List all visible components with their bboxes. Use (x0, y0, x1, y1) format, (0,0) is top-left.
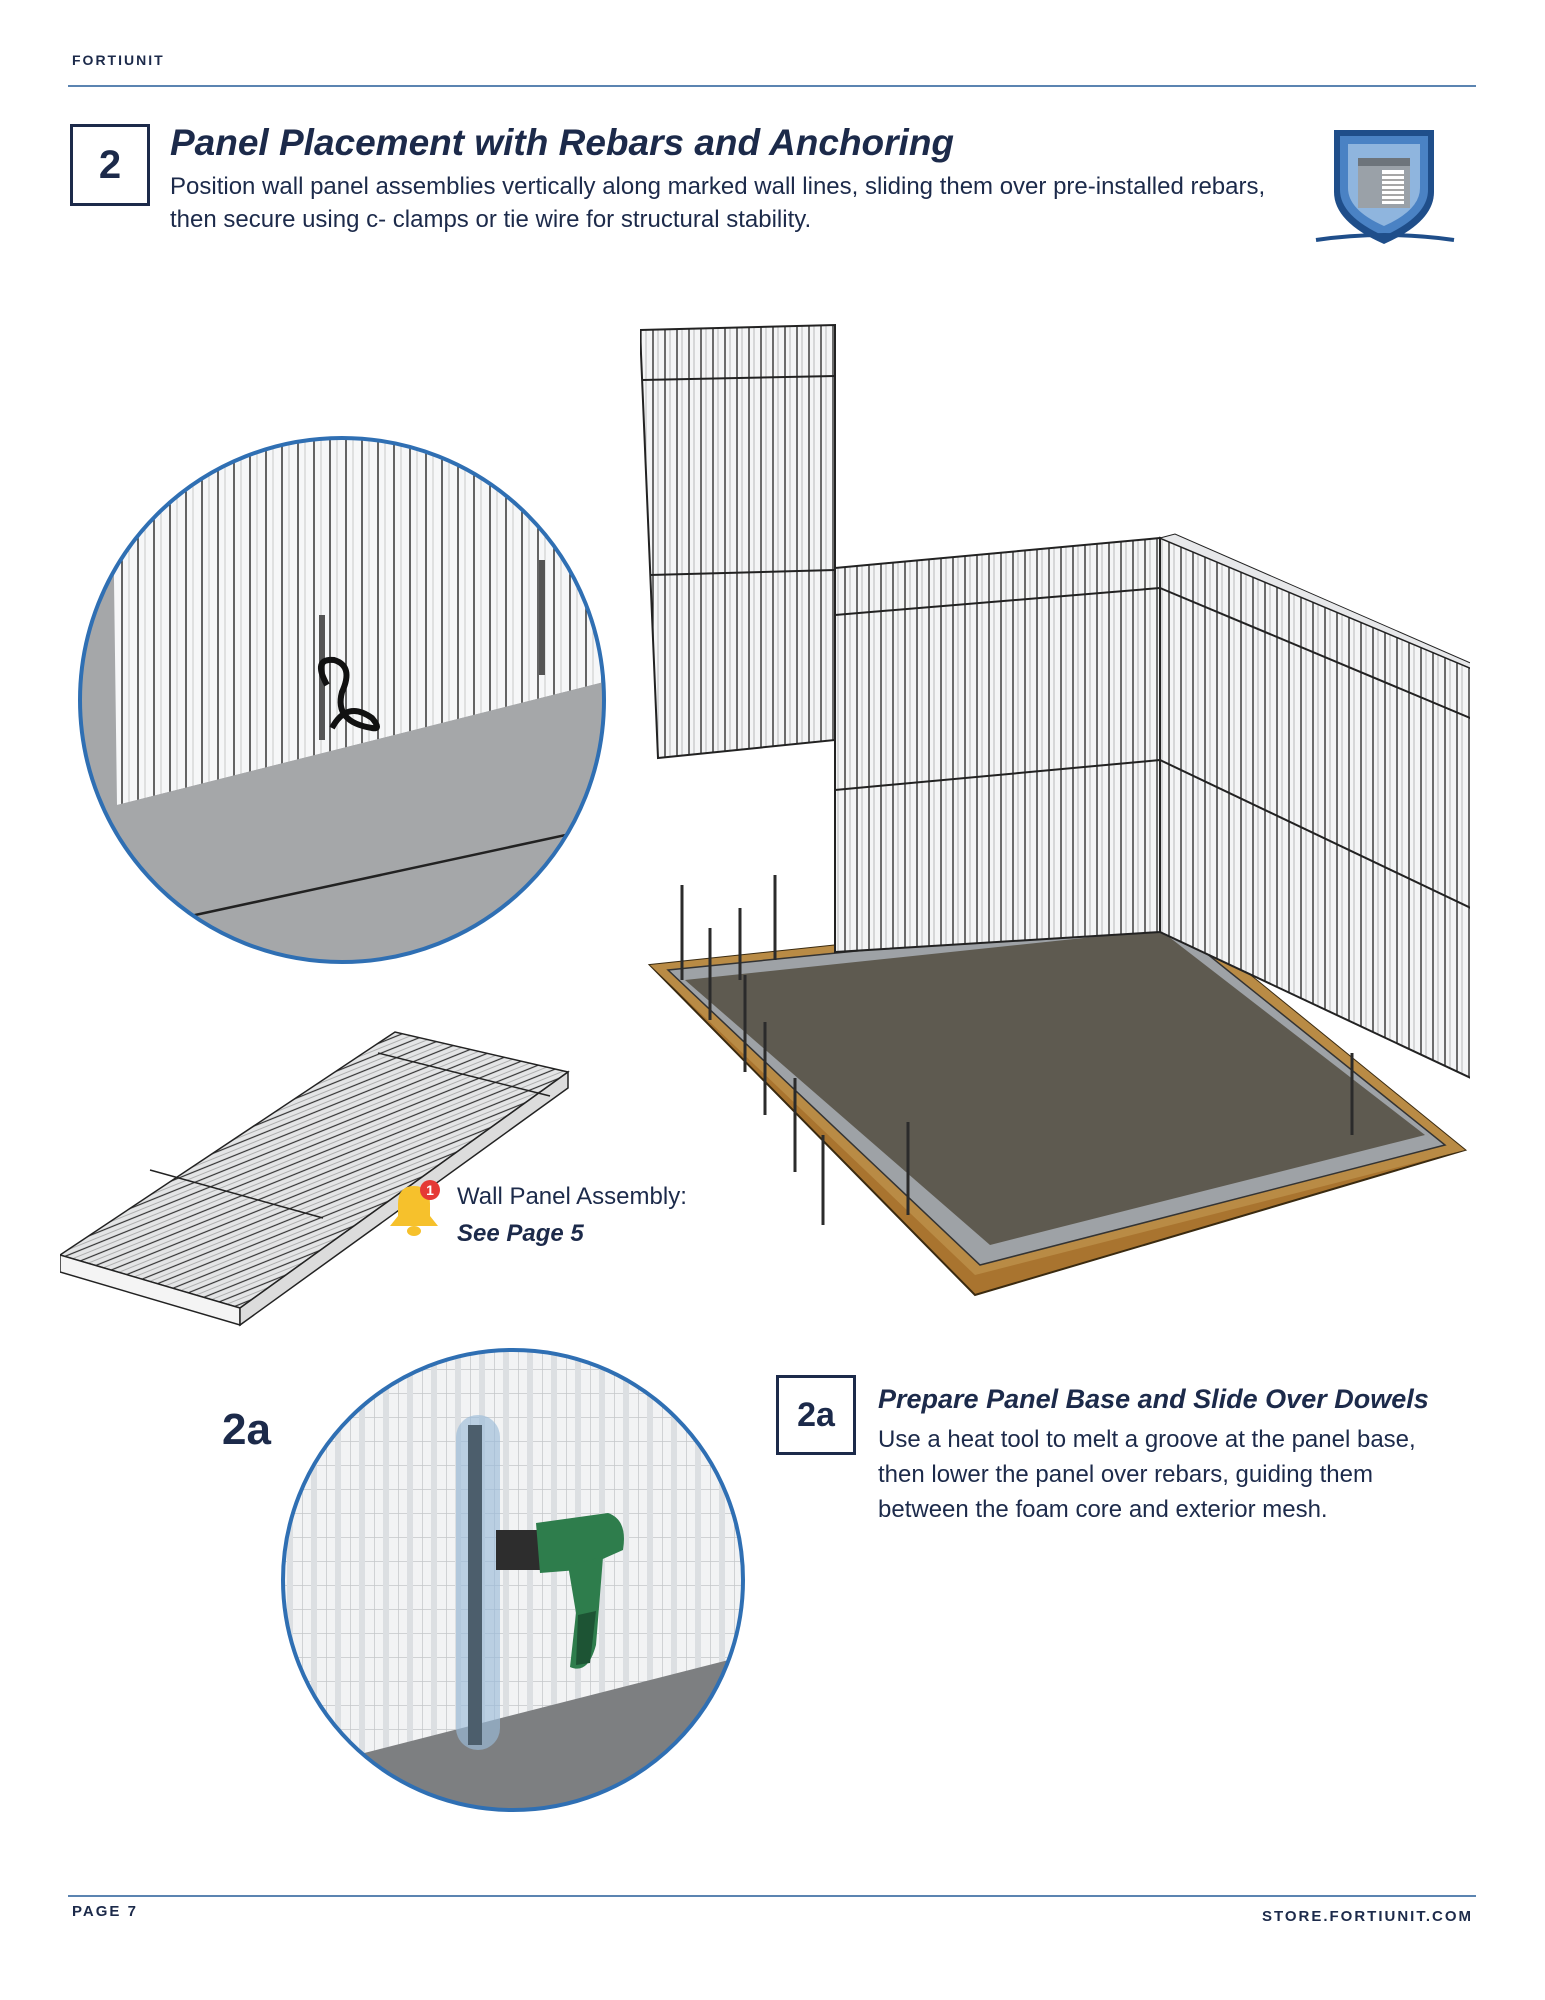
step-title: Panel Placement with Rebars and Anchoring (170, 122, 955, 163)
substep-label-large: 2a (222, 1405, 271, 1454)
header-divider (68, 85, 1476, 87)
footer-divider (68, 1895, 1476, 1897)
heat-gun-detail (278, 1345, 748, 1815)
substep-description: Use a heat tool to melt a groove at the panel base, then lower the panel over rebars, guiding them between the foam core and exterior mesh. (878, 1426, 1416, 1523)
step-description: Position wall panel assemblies vertically along marked wall lines, sliding them over pre-installed rebars, then secure using c- clamps or tie wire for structural stability. (170, 173, 1266, 233)
note-label: Wall Panel Assembly: (457, 1183, 687, 1210)
substep-number-box: 2a (776, 1375, 856, 1455)
see-page-link[interactable]: See Page 5 (457, 1220, 584, 1247)
brand-name: FORTIUNIT (72, 52, 165, 68)
store-url[interactable]: STORE.FORTIUNIT.COM (1261, 1908, 1473, 1925)
storage-unit-shield-logo (1308, 122, 1460, 248)
substep-title: Prepare Panel Base and Slide Over Dowels (878, 1384, 1429, 1414)
notification-badge: 1 (426, 1182, 434, 1198)
notification-bell-icon (386, 1178, 442, 1240)
tie-wire-on-rebar-detail (72, 430, 612, 970)
wall-panels-on-slab-with-rebars (640, 320, 1470, 1300)
step-number-box: 2 (70, 124, 150, 206)
wall-panel-assembly (60, 1020, 580, 1340)
page-number: PAGE 7 (72, 1903, 138, 1920)
